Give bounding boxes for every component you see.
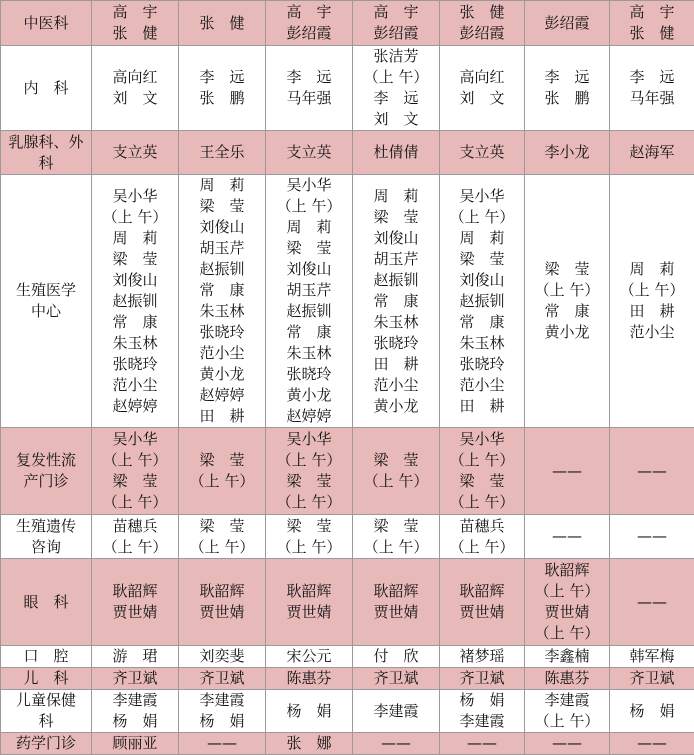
- staff-name: 付 欣: [373, 646, 418, 667]
- schedule-cell: [610, 646, 694, 668]
- staff-name: 周 莉: [286, 217, 331, 238]
- schedule-cell: [92, 690, 179, 733]
- staff-name: 赵婷婷: [199, 385, 244, 406]
- schedule-cell: [266, 515, 353, 559]
- schedule-cell: [179, 646, 266, 668]
- staff-name: 褚梦瑶: [459, 646, 504, 667]
- staff-name: 梁 莹: [112, 249, 157, 270]
- schedule-cell: [179, 46, 266, 131]
- staff-name: 田 耕: [373, 354, 418, 375]
- staff-name: 彭绍霞: [544, 13, 589, 34]
- schedule-cell: [525, 175, 610, 428]
- department-cell: [1, 428, 92, 515]
- staff-name: 高 宇: [629, 2, 674, 23]
- table-row: [1, 690, 694, 733]
- staff-name: 梁 莹: [373, 450, 418, 471]
- staff-name: （上 午）: [277, 537, 342, 558]
- staff-name: ——: [552, 526, 582, 547]
- table-row: [1, 131, 694, 175]
- schedule-cell: [353, 690, 440, 733]
- staff-name: 黄小龙: [286, 385, 331, 406]
- staff-name: 支立英: [286, 142, 331, 163]
- schedule-cell: [353, 646, 440, 668]
- staff-name: （上 午）: [450, 207, 515, 228]
- staff-name: 杨 娟: [629, 701, 674, 722]
- staff-name: 田 耕: [199, 406, 244, 427]
- staff-name: 顾丽亚: [112, 733, 157, 754]
- staff-name: 常 康: [199, 280, 244, 301]
- staff-name: 赵振钏: [112, 291, 157, 312]
- staff-name: ——: [467, 733, 497, 754]
- staff-name: 彭绍霞: [459, 23, 504, 44]
- staff-name: 王全乐: [199, 142, 244, 163]
- department-name: 眼 科: [23, 592, 68, 613]
- staff-name: 张 健: [112, 23, 157, 44]
- staff-name: 刘俊山: [459, 270, 504, 291]
- department-name: 口 腔: [23, 646, 68, 667]
- staff-name: 高向红: [112, 67, 157, 88]
- schedule-cell: [92, 1, 179, 46]
- staff-name: 张晓玲: [459, 354, 504, 375]
- staff-name: 刘俊山: [373, 228, 418, 249]
- department-name: 生殖医学: [16, 280, 76, 301]
- staff-name: ——: [637, 733, 667, 754]
- staff-name: 彭绍霞: [373, 23, 418, 44]
- schedule-cell: [525, 428, 610, 515]
- department-cell: [1, 733, 92, 755]
- staff-name: （上 午）: [103, 537, 168, 558]
- staff-name: （上 午）: [535, 711, 600, 732]
- table-row: [1, 46, 694, 131]
- staff-name: 赵振钏: [199, 259, 244, 280]
- schedule-cell: [525, 690, 610, 733]
- schedule-cell: [440, 131, 525, 175]
- staff-name: 刘俊山: [112, 270, 157, 291]
- staff-name: 赵振钏: [373, 270, 418, 291]
- table-row: [1, 559, 694, 646]
- department-name: 中医科: [23, 13, 68, 34]
- schedule-cell: [353, 175, 440, 428]
- staff-name: 黄小龙: [373, 396, 418, 417]
- schedule-cell: [266, 690, 353, 733]
- staff-name: （上 午）: [364, 537, 429, 558]
- department-name: 咨询: [31, 537, 61, 558]
- staff-name: 耿韶辉: [373, 581, 418, 602]
- staff-name: 齐卫斌: [199, 668, 244, 689]
- staff-name: 周 莉: [629, 259, 674, 280]
- staff-name: 胡玉芹: [199, 238, 244, 259]
- staff-name: 李小龙: [544, 142, 589, 163]
- schedule-cell: [92, 46, 179, 131]
- schedule-cell: [92, 646, 179, 668]
- staff-name: 胡玉芹: [286, 280, 331, 301]
- staff-name: 杨 娟: [112, 711, 157, 732]
- staff-name: 贾世婧: [544, 602, 589, 623]
- schedule-cell: [353, 1, 440, 46]
- schedule-cell: [179, 131, 266, 175]
- staff-name: 李建霞: [373, 701, 418, 722]
- staff-name: 齐卫斌: [459, 668, 504, 689]
- schedule-cell: [179, 175, 266, 428]
- schedule-cell: [610, 668, 694, 690]
- schedule-cell: [266, 668, 353, 690]
- schedule-cell: [353, 733, 440, 755]
- staff-name: 张 鹏: [544, 88, 589, 109]
- department-name: 中心: [31, 301, 61, 322]
- staff-name: 梁 莹: [286, 471, 331, 492]
- staff-name: 刘俊山: [286, 259, 331, 280]
- staff-name: 梁 莹: [112, 471, 157, 492]
- staff-name: 赵振钏: [459, 291, 504, 312]
- staff-name: 范小尘: [459, 375, 504, 396]
- department-name: 科: [38, 153, 53, 174]
- schedule-cell: [266, 1, 353, 46]
- staff-name: 韩军梅: [629, 646, 674, 667]
- staff-name: 张晓玲: [373, 333, 418, 354]
- schedule-cell: [525, 646, 610, 668]
- staff-name: 耿韶辉: [286, 581, 331, 602]
- staff-name: 李 远: [629, 67, 674, 88]
- staff-name: ——: [552, 733, 582, 754]
- staff-name: 高 宇: [112, 2, 157, 23]
- staff-name: （上 午）: [364, 67, 429, 88]
- table-row: [1, 175, 694, 428]
- schedule-cell: [92, 733, 179, 755]
- staff-name: 梁 莹: [459, 249, 504, 270]
- staff-name: 梁 莹: [199, 196, 244, 217]
- department-name: 复发性流: [16, 450, 76, 471]
- staff-name: （上 午）: [450, 492, 515, 513]
- staff-name: ——: [637, 526, 667, 547]
- department-cell: [1, 515, 92, 559]
- department-name: 产门诊: [23, 471, 68, 492]
- staff-name: （上 午）: [103, 207, 168, 228]
- staff-name: 李 远: [373, 88, 418, 109]
- staff-name: 张 健: [629, 23, 674, 44]
- staff-name: 贾世婧: [112, 602, 157, 623]
- schedule-cell: [440, 46, 525, 131]
- staff-name: 贾世婧: [373, 602, 418, 623]
- staff-name: 耿韶辉: [459, 581, 504, 602]
- staff-name: 朱玉林: [373, 312, 418, 333]
- staff-name: 梁 莹: [373, 207, 418, 228]
- staff-name: 耿韶辉: [199, 581, 244, 602]
- staff-name: 张晓玲: [199, 322, 244, 343]
- staff-name: 刘 文: [373, 109, 418, 130]
- schedule-cell: [525, 733, 610, 755]
- staff-name: 游 珺: [112, 646, 157, 667]
- schedule-cell: [92, 668, 179, 690]
- staff-name: 赵婷婷: [286, 406, 331, 427]
- schedule-cell: [266, 733, 353, 755]
- department-cell: [1, 46, 92, 131]
- schedule-cell: [440, 428, 525, 515]
- schedule-cell: [440, 668, 525, 690]
- staff-name: 朱玉林: [112, 333, 157, 354]
- staff-name: （上 午）: [103, 450, 168, 471]
- schedule-cell: [353, 46, 440, 131]
- schedule-cell: [266, 175, 353, 428]
- schedule-cell: [440, 559, 525, 646]
- staff-name: （上 午）: [277, 196, 342, 217]
- staff-name: 张 健: [459, 2, 504, 23]
- staff-name: 黄小龙: [199, 364, 244, 385]
- schedule-cell: [440, 515, 525, 559]
- schedule-cell: [353, 559, 440, 646]
- table-row: [1, 428, 694, 515]
- staff-name: 朱玉林: [199, 301, 244, 322]
- table-row: [1, 668, 694, 690]
- staff-name: 黄小龙: [544, 322, 589, 343]
- schedule-cell: [610, 515, 694, 559]
- staff-name: 高 宇: [286, 2, 331, 23]
- staff-name: 彭绍霞: [286, 23, 331, 44]
- staff-name: ——: [637, 592, 667, 613]
- department-cell: [1, 690, 92, 733]
- staff-name: 常 康: [459, 312, 504, 333]
- staff-name: （上 午）: [535, 581, 600, 602]
- staff-name: 陈惠芬: [286, 668, 331, 689]
- schedule-cell: [440, 1, 525, 46]
- department-name: 儿 科: [23, 668, 68, 689]
- staff-name: 杨 娟: [286, 701, 331, 722]
- staff-name: 刘奕斐: [199, 646, 244, 667]
- staff-name: 常 康: [286, 322, 331, 343]
- staff-name: 常 康: [373, 291, 418, 312]
- staff-name: 周 莉: [459, 228, 504, 249]
- schedule-cell: [266, 46, 353, 131]
- staff-name: 田 耕: [629, 301, 674, 322]
- schedule-cell: [92, 559, 179, 646]
- department-name: 内 科: [23, 78, 68, 99]
- staff-name: （上 午）: [190, 537, 255, 558]
- staff-name: 范小尘: [629, 322, 674, 343]
- schedule-cell: [92, 515, 179, 559]
- staff-name: （上 午）: [620, 280, 685, 301]
- staff-name: 张 健: [199, 13, 244, 34]
- staff-name: （上 午）: [535, 623, 600, 644]
- schedule-cell: [92, 175, 179, 428]
- staff-name: 吴小华: [459, 186, 504, 207]
- department-cell: [1, 668, 92, 690]
- schedule-cell: [440, 733, 525, 755]
- staff-name: 齐卫斌: [112, 668, 157, 689]
- department-cell: [1, 646, 92, 668]
- schedule-cell: [525, 559, 610, 646]
- staff-name: ——: [381, 733, 411, 754]
- staff-name: （上 午）: [190, 471, 255, 492]
- staff-name: 张晓玲: [286, 364, 331, 385]
- staff-name: 吴小华: [286, 429, 331, 450]
- department-name: 科: [38, 711, 53, 732]
- staff-name: 吴小华: [112, 429, 157, 450]
- staff-name: （上 午）: [535, 280, 600, 301]
- staff-name: 刘 文: [459, 88, 504, 109]
- schedule-cell: [525, 515, 610, 559]
- staff-name: 刘俊山: [199, 217, 244, 238]
- staff-name: 梁 莹: [199, 450, 244, 471]
- schedule-cell: [266, 559, 353, 646]
- schedule-cell: [353, 668, 440, 690]
- staff-name: 马年强: [629, 88, 674, 109]
- schedule-cell: [266, 428, 353, 515]
- staff-name: 马年强: [286, 88, 331, 109]
- table-row: [1, 733, 694, 755]
- staff-name: 赵海军: [629, 142, 674, 163]
- staff-name: 高 宇: [373, 2, 418, 23]
- staff-name: 张 娜: [286, 733, 331, 754]
- staff-name: 梁 莹: [199, 516, 244, 537]
- schedule-cell: [525, 46, 610, 131]
- staff-name: 宋公元: [286, 646, 331, 667]
- staff-name: （上 午）: [364, 471, 429, 492]
- staff-name: 贾世婧: [286, 602, 331, 623]
- staff-name: 李建霞: [112, 690, 157, 711]
- department-name: 乳腺科、外: [8, 132, 83, 153]
- department-name: 生殖遗传: [16, 516, 76, 537]
- staff-name: 赵婷婷: [112, 396, 157, 417]
- staff-name: 李鑫楠: [544, 646, 589, 667]
- staff-name: 李建霞: [199, 690, 244, 711]
- staff-name: 杜倩倩: [373, 142, 418, 163]
- schedule-cell: [610, 559, 694, 646]
- department-cell: [1, 559, 92, 646]
- schedule-cell: [179, 428, 266, 515]
- schedule-cell: [92, 131, 179, 175]
- schedule-cell: [610, 1, 694, 46]
- staff-name: 梁 莹: [459, 471, 504, 492]
- department-name: 儿童保健: [16, 690, 76, 711]
- schedule-cell: [266, 131, 353, 175]
- department-cell: [1, 131, 92, 175]
- schedule-cell: [525, 131, 610, 175]
- staff-name: 李 远: [199, 67, 244, 88]
- staff-name: 吴小华: [286, 175, 331, 196]
- schedule-cell: [92, 428, 179, 515]
- staff-name: 高向红: [459, 67, 504, 88]
- staff-name: 齐卫斌: [629, 668, 674, 689]
- schedule-cell: [525, 1, 610, 46]
- schedule-cell: [525, 668, 610, 690]
- staff-name: 梁 莹: [373, 516, 418, 537]
- staff-name: 支立英: [112, 142, 157, 163]
- schedule-cell: [610, 46, 694, 131]
- staff-name: 耿韶辉: [112, 581, 157, 602]
- department-cell: [1, 1, 92, 46]
- staff-name: ——: [552, 461, 582, 482]
- schedule-cell: [179, 515, 266, 559]
- department-name: 药学门诊: [16, 733, 76, 754]
- staff-name: 吴小华: [112, 186, 157, 207]
- staff-name: 田 耕: [459, 396, 504, 417]
- staff-name: 范小尘: [199, 343, 244, 364]
- schedule-cell: [610, 428, 694, 515]
- staff-name: 范小尘: [373, 375, 418, 396]
- staff-name: 赵振钏: [286, 301, 331, 322]
- staff-name: ——: [207, 733, 237, 754]
- staff-name: 朱玉林: [286, 343, 331, 364]
- schedule-cell: [440, 646, 525, 668]
- staff-name: 常 康: [112, 312, 157, 333]
- staff-name: 张洁芳: [373, 46, 418, 67]
- schedule-cell: [179, 690, 266, 733]
- staff-name: （上 午）: [277, 450, 342, 471]
- staff-name: 贾世婧: [199, 602, 244, 623]
- schedule-cell: [179, 1, 266, 46]
- schedule-cell: [353, 515, 440, 559]
- schedule-cell: [179, 668, 266, 690]
- table-row: [1, 515, 694, 559]
- staff-name: 陈惠芬: [544, 668, 589, 689]
- staff-name: 齐卫斌: [373, 668, 418, 689]
- staff-name: 苗穗兵: [112, 516, 157, 537]
- table-body: [1, 1, 694, 755]
- staff-name: 胡玉芹: [373, 249, 418, 270]
- staff-name: 周 莉: [112, 228, 157, 249]
- staff-name: 李 远: [286, 67, 331, 88]
- staff-name: 梁 莹: [286, 516, 331, 537]
- staff-name: 苗穗兵: [459, 516, 504, 537]
- schedule-cell: [610, 733, 694, 755]
- staff-name: 梁 莹: [544, 259, 589, 280]
- staff-name: 朱玉林: [459, 333, 504, 354]
- staff-name: 李 远: [544, 67, 589, 88]
- schedule-cell: [353, 428, 440, 515]
- staff-name: 周 莉: [199, 175, 244, 196]
- table-row: [1, 646, 694, 668]
- staff-name: 杨 娟: [199, 711, 244, 732]
- staff-name: （上 午）: [450, 537, 515, 558]
- staff-name: 李建霞: [544, 690, 589, 711]
- staff-name: 周 莉: [373, 186, 418, 207]
- schedule-cell: [610, 131, 694, 175]
- schedule-cell: [179, 559, 266, 646]
- schedule-cell: [353, 131, 440, 175]
- department-cell: [1, 175, 92, 428]
- schedule-cell: [440, 690, 525, 733]
- staff-name: 范小尘: [112, 375, 157, 396]
- staff-name: ——: [637, 461, 667, 482]
- staff-name: 常 康: [544, 301, 589, 322]
- staff-name: 吴小华: [459, 429, 504, 450]
- staff-name: 刘 文: [112, 88, 157, 109]
- staff-name: 张晓玲: [112, 354, 157, 375]
- staff-name: （上 午）: [103, 492, 168, 513]
- staff-name: 杨 娟: [459, 690, 504, 711]
- staff-name: 李建霞: [459, 711, 504, 732]
- table-row: [1, 1, 694, 46]
- schedule-cell: [440, 175, 525, 428]
- staff-name: 支立英: [459, 142, 504, 163]
- schedule-cell: [610, 690, 694, 733]
- schedule-cell: [266, 646, 353, 668]
- staff-name: 耿韶辉: [544, 560, 589, 581]
- schedule-cell: [610, 175, 694, 428]
- schedule-cell: [179, 733, 266, 755]
- staff-name: 贾世婧: [459, 602, 504, 623]
- staff-name: （上 午）: [450, 450, 515, 471]
- staff-name: （上 午）: [277, 492, 342, 513]
- staff-name: 梁 莹: [286, 238, 331, 259]
- staff-name: 张 鹏: [199, 88, 244, 109]
